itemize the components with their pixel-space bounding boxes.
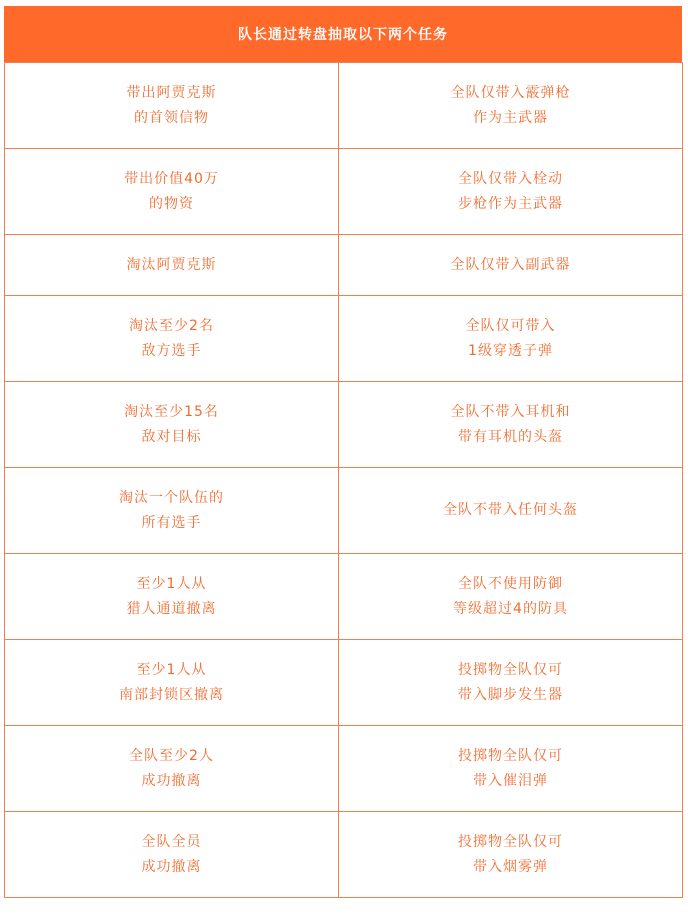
task-cell-left (5, 296, 339, 382)
table-header (4, 6, 682, 62)
cell-text: 1级穿透子弹 (468, 342, 553, 359)
table-row (5, 554, 683, 640)
cell-text: 带有耳机的头盔 (458, 428, 563, 445)
task-cell-left (5, 468, 339, 554)
cell-text: 投掷物全队仅可 (458, 661, 563, 678)
cell-text: 淘汰至少2名 (129, 317, 214, 334)
cell-text: 全队全员 (141, 833, 202, 850)
task-table (4, 62, 683, 898)
cell-text: 带入脚步发生器 (458, 686, 563, 703)
task-cell-left (5, 554, 339, 640)
task-cell-right (339, 63, 683, 149)
task-cell-right (339, 812, 683, 898)
cell-text: 全队仅可带入 (465, 317, 556, 334)
cell-text: 等级超过4的防具 (453, 600, 568, 617)
task-cell-right (339, 235, 683, 296)
task-cell-left (5, 63, 339, 149)
cell-text: 全队不带入任何头盔 (443, 502, 578, 518)
table-row (5, 63, 683, 149)
table-row (5, 382, 683, 468)
task-cell-left (5, 382, 339, 468)
cell-text: 南部封锁区撤离 (119, 686, 224, 703)
cell-text: 所有选手 (141, 514, 202, 531)
cell-text: 步枪作为主武器 (458, 195, 563, 212)
table-row (5, 726, 683, 812)
cell-text: 成功撤离 (141, 772, 202, 789)
task-cell-left (5, 726, 339, 812)
cell-text: 全队仅带入霰弹枪 (450, 84, 571, 101)
cell-text: 带出阿贾克斯 (126, 84, 217, 101)
task-cell-left (5, 149, 339, 235)
cell-text: 全队不带入耳机和 (450, 403, 571, 420)
task-cell-left (5, 235, 339, 296)
cell-text: 全队仅带入副武器 (450, 256, 571, 273)
cell-text: 淘汰阿贾克斯 (126, 256, 217, 273)
cell-text: 全队仅带入栓动 (458, 170, 563, 187)
table-row (5, 149, 683, 235)
task-table-container (4, 6, 682, 898)
cell-text: 作为主武器 (473, 109, 548, 126)
cell-text: 全队不使用防御 (458, 575, 563, 592)
cell-text: 带入催泪弹 (473, 772, 548, 789)
cell-text: 的物资 (149, 195, 194, 212)
task-cell-left (5, 812, 339, 898)
table-row (5, 640, 683, 726)
cell-text: 投掷物全队仅可 (458, 833, 563, 850)
task-cell-right (339, 726, 683, 812)
task-cell-right (339, 554, 683, 640)
cell-text: 敌方选手 (141, 342, 202, 359)
cell-text: 淘汰一个队伍的 (119, 489, 224, 506)
task-cell-right (339, 640, 683, 726)
cell-text: 的首领信物 (134, 109, 209, 126)
task-cell-right (339, 149, 683, 235)
cell-text: 投掷物全队仅可 (458, 747, 563, 764)
cell-text: 成功撤离 (141, 858, 202, 875)
cell-text: 全队至少2人 (129, 747, 214, 764)
cell-text: 至少1人从 (136, 661, 207, 678)
table-row (5, 296, 683, 382)
task-cell-right (339, 296, 683, 382)
table-row (5, 812, 683, 898)
cell-text: 淘汰至少15名 (124, 403, 219, 420)
cell-text: 猎人通道撤离 (126, 600, 217, 617)
cell-text: 敌对目标 (141, 428, 202, 445)
cell-text: 带出价值40万 (124, 170, 219, 187)
task-cell-right (339, 382, 683, 468)
table-row (5, 468, 683, 554)
table-row (5, 235, 683, 296)
cell-text: 带入烟雾弹 (473, 858, 548, 875)
task-cell-right (339, 468, 683, 554)
cell-text: 至少1人从 (136, 575, 207, 592)
task-cell-left (5, 640, 339, 726)
header-title: 队长通过转盘抽取以下两个任务 (238, 27, 448, 43)
